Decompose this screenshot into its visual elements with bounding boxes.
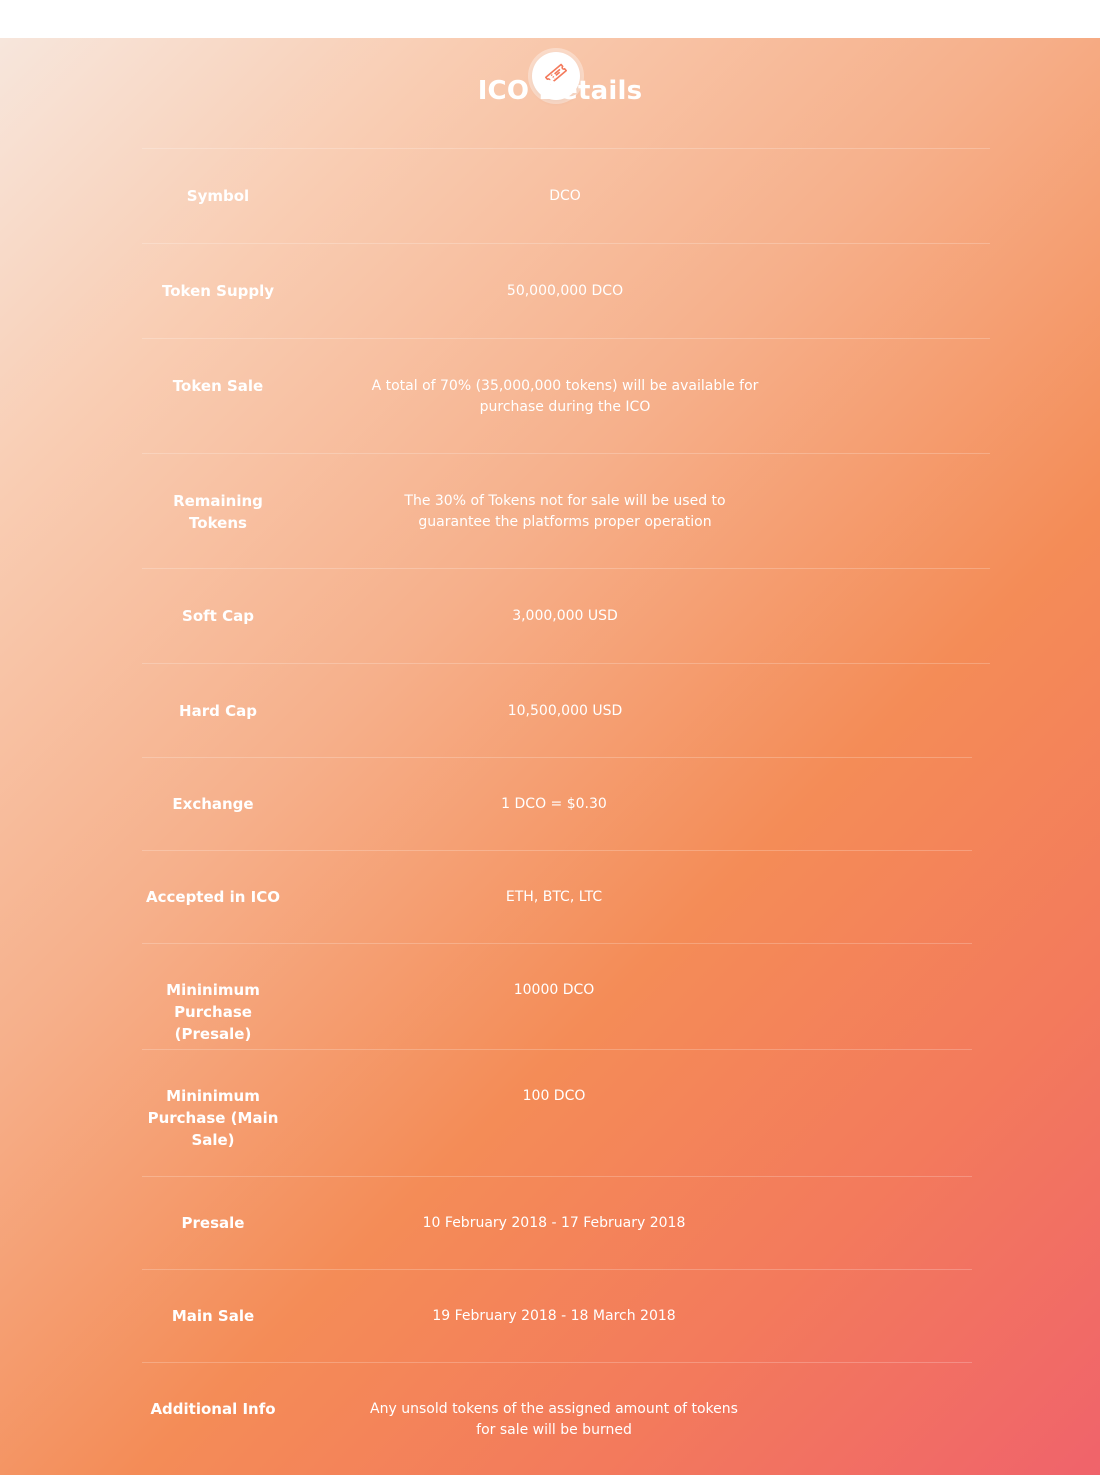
detail-row-presale: [142, 1176, 972, 1269]
detail-row-remaining-tokens: [142, 453, 990, 568]
row-label: Mininimum Purchase (Presale): [166, 981, 260, 1043]
row-value: Any unsold tokens of the assigned amount of tokens for sale will be burned: [370, 1401, 738, 1438]
section-title: ICO Details: [477, 76, 643, 106]
row-label: Main Sale: [171, 1307, 255, 1325]
row-label: Hard Cap: [179, 702, 257, 720]
top-bar: [0, 0, 1100, 38]
detail-row-soft-cap: [142, 568, 990, 663]
detail-row-main-sale: [142, 1269, 972, 1362]
row-label: Additional Info: [150, 1400, 276, 1418]
detail-row-minimum-purchase-main-sale: [142, 1049, 972, 1176]
row-label: Exchange: [172, 795, 254, 813]
row-label: Mininimum Purchase (Main Sale): [147, 1087, 279, 1149]
row-value: 50,000,000 DCO: [506, 283, 624, 299]
row-value: 10000 DCO: [513, 982, 595, 998]
row-value: The 30% of Tokens not for sale will be used to guarantee the platforms proper operation: [404, 493, 726, 530]
row-value: ETH, BTC, LTC: [505, 889, 603, 905]
row-label: Symbol: [186, 187, 250, 205]
row-value: 10 February 2018 - 17 February 2018: [422, 1215, 686, 1231]
row-label: Soft Cap: [182, 607, 254, 625]
detail-row-token-supply: [142, 243, 990, 338]
row-label: Accepted in ICO: [146, 888, 280, 906]
row-value: 1 DCO = $0.30: [501, 796, 607, 812]
ico-details-section: [0, 38, 1100, 1475]
row-label: Presale: [181, 1214, 245, 1232]
detail-row-symbol: [142, 148, 990, 243]
row-label: Remaining Tokens: [173, 492, 263, 532]
detail-row-token-sale: [142, 338, 990, 453]
detail-row-additional-info: [142, 1362, 972, 1475]
row-value: 100 DCO: [522, 1088, 586, 1104]
row-value: DCO: [549, 188, 581, 204]
detail-row-accepted-in-ico: [142, 850, 972, 943]
detail-row-hard-cap: [142, 663, 990, 757]
row-label: Token Sale: [172, 377, 264, 395]
row-value: 19 February 2018 - 18 March 2018: [432, 1308, 676, 1324]
row-value: 10,500,000 USD: [507, 703, 623, 719]
detail-row-minimum-purchase-presale: [142, 943, 972, 1049]
row-value: 3,000,000 USD: [512, 608, 618, 624]
detail-row-exchange: [142, 757, 972, 850]
row-label: Token Supply: [161, 282, 275, 300]
row-value: A total of 70% (35,000,000 tokens) will be available for purchase during the ICO: [371, 378, 759, 415]
